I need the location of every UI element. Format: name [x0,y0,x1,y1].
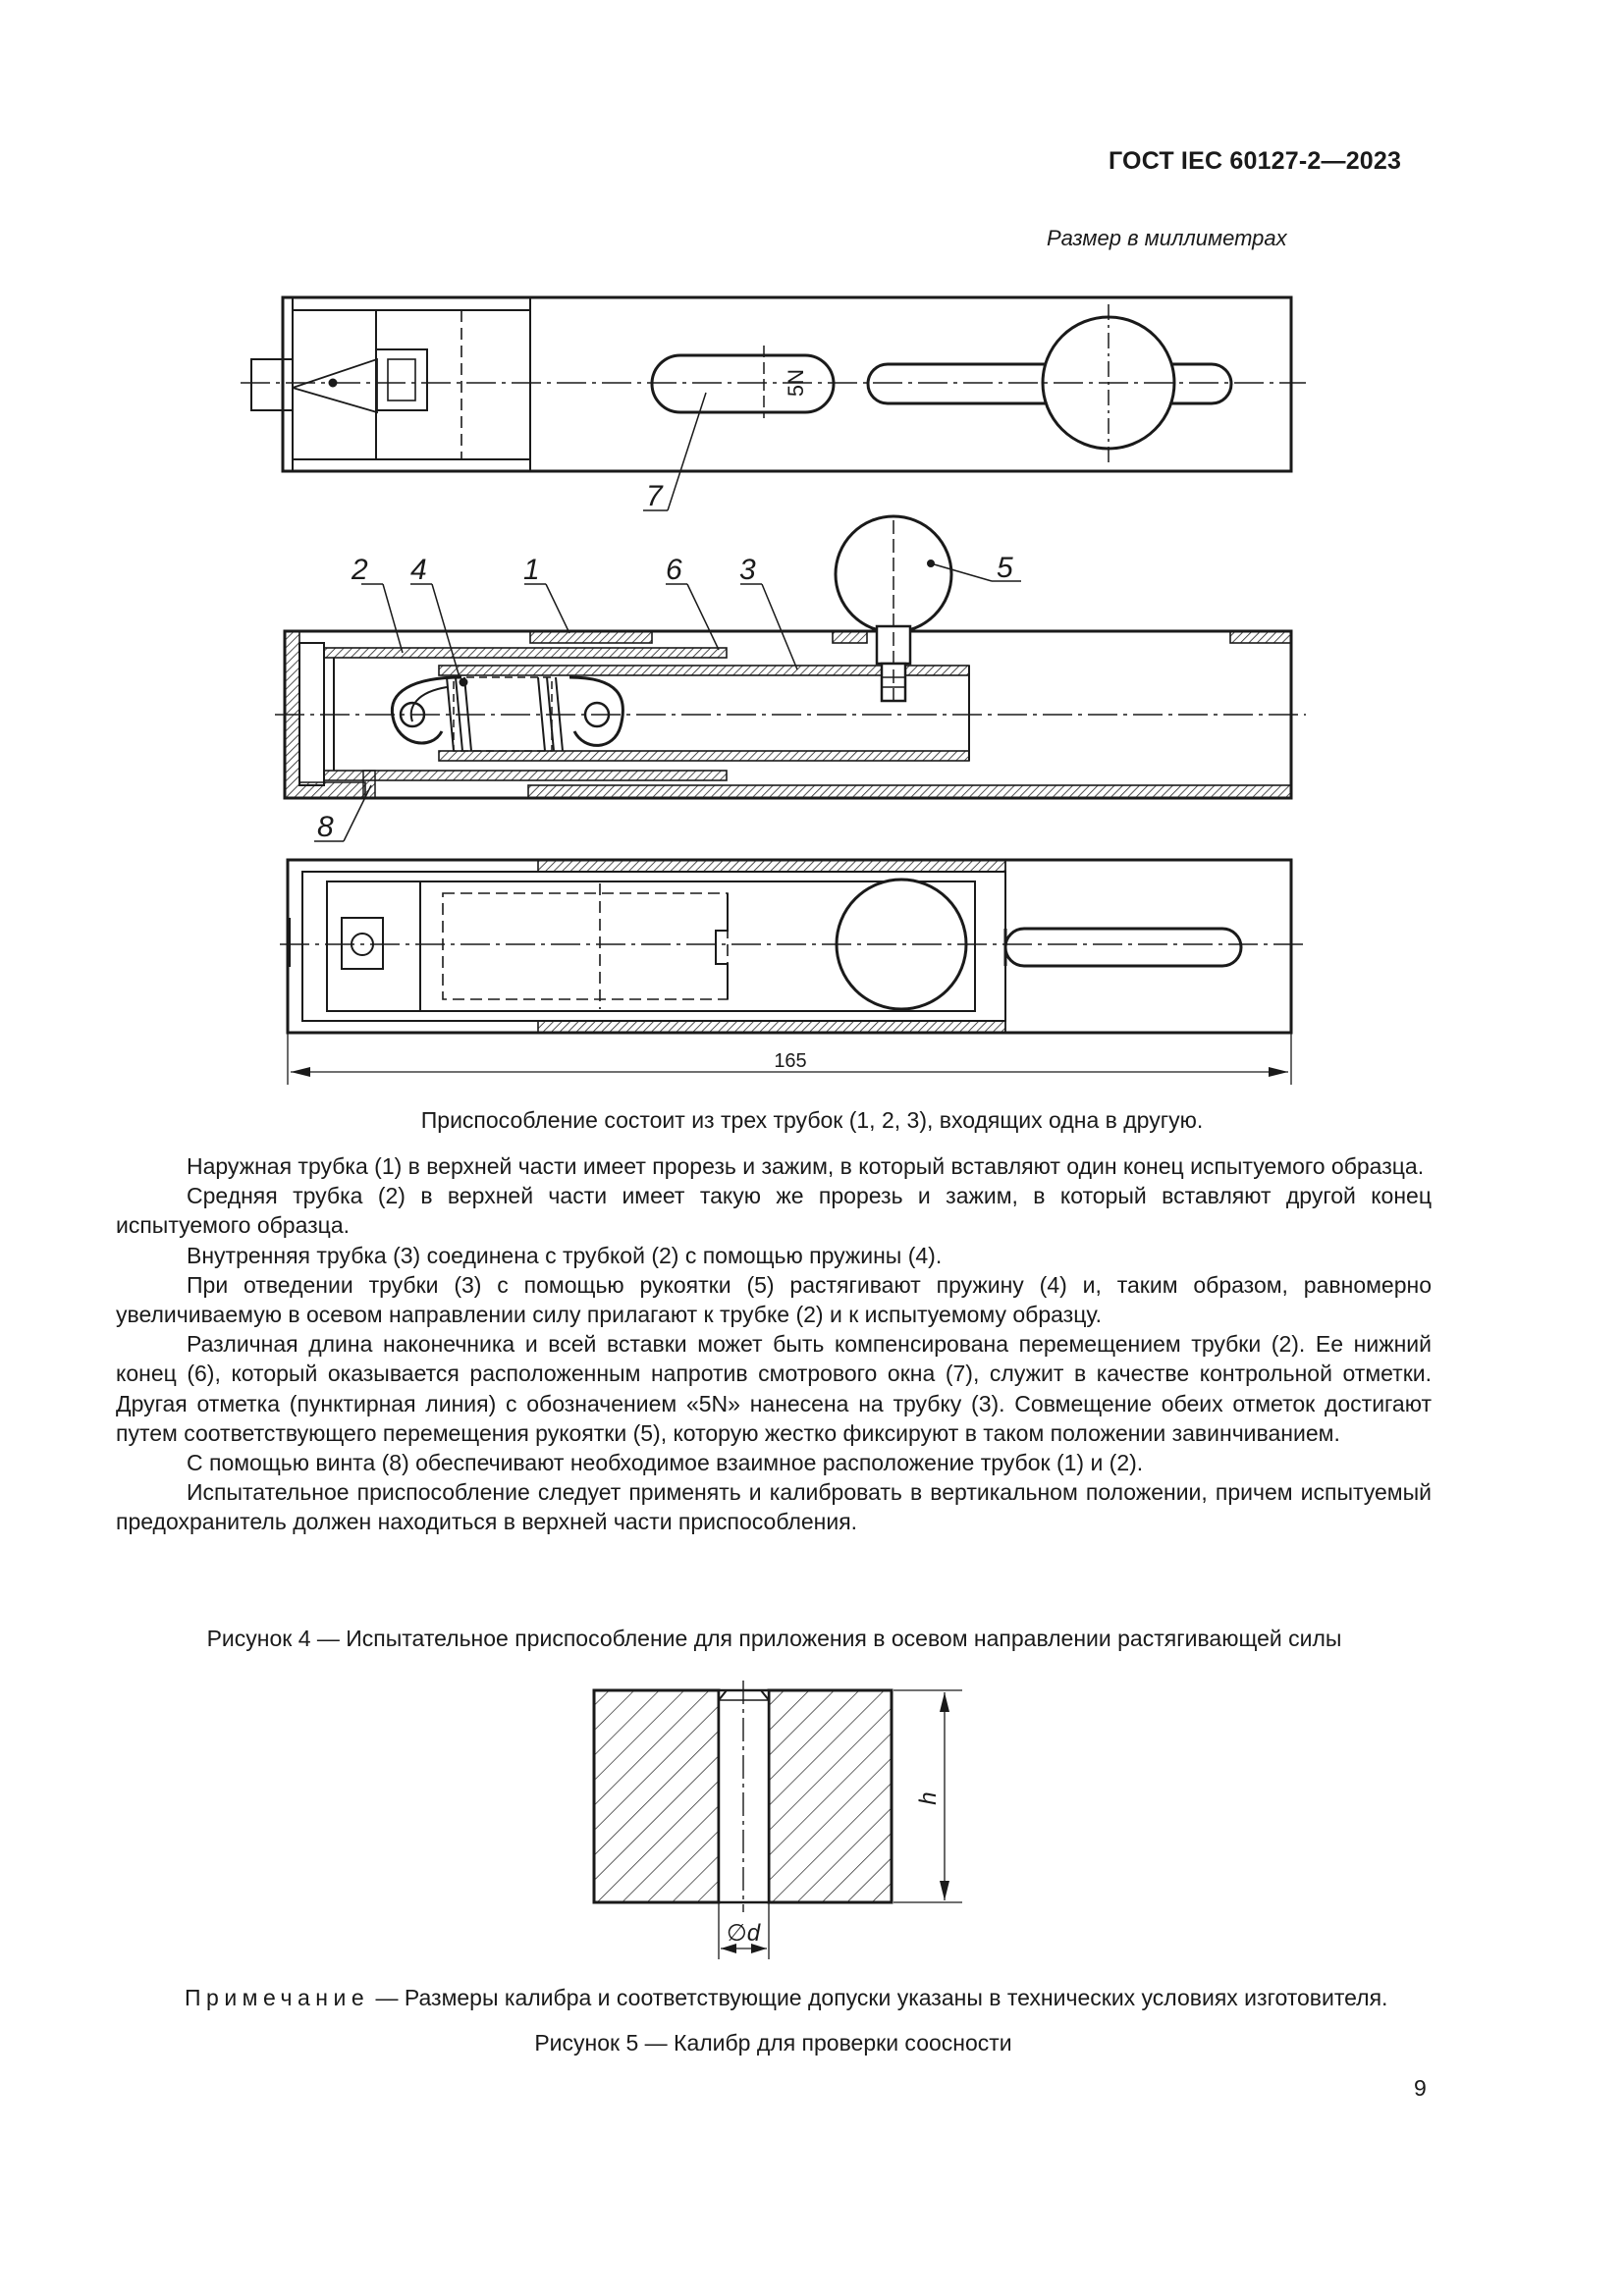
callout-6: 6 [666,554,682,586]
bottom-view [280,860,1306,1033]
callout-5: 5 [997,552,1013,584]
paragraph: Средняя трубка (2) в верхней части имеет такую же прорезь и зажим, в который вставляют другой конец испытуемого образца. [116,1183,1432,1239]
callout-2: 2 [352,554,368,586]
figure-5-drawing [550,1669,1001,1973]
figure-5-note [185,1985,1432,2011]
diameter-label-d: ∅d [726,1920,761,1947]
paragraph: Внутренняя трубка (3) соединена с трубкой (2) с помощью пружины (4). [187,1242,943,1268]
paragraph: С помощью винта (8) обеспечивают необходимое взаимное расположение трубок (1) и (2). [187,1450,1144,1476]
figure-4-title: Рисунок 4 — Испытательное приспособление для приложения в осевом направлении растягивающей силы [206,1626,1342,1651]
body-text [116,1151,1432,1537]
callout-1: 1 [523,554,540,586]
note-text: — Размеры калибра и соответствующие допуски указаны в технических условиях изготовителя. [369,1985,1388,2010]
paragraph: Наружная трубка (1) в верхней части имеет прорезь и зажим, в который вставляют один конец испытуемого образца. [187,1153,1425,1179]
callout-8: 8 [317,811,334,843]
document-code: ГОСТ IEC 60127-2—2023 [1109,147,1402,175]
callout-7: 7 [646,480,663,512]
paragraph: При отведении трубки (3) с помощью рукоятки (5) растягивают пружину (4) и, таким образом, равномерно увеличиваемую в осевом направлении силу прилагают к трубке (2) и к испытуемому образцу. [116,1271,1432,1328]
units-note: Размер в миллиметрах [1047,226,1287,250]
figure-4-drawing [0,285,1624,1099]
mark-5n-label: 5N [784,368,808,398]
height-label-h: h [915,1791,942,1805]
figure-5-title: Рисунок 5 — Калибр для проверки соосности [534,2030,1012,2056]
page-number: 9 [1414,2075,1427,2101]
paragraph: Испытательное приспособление следует применять и калибровать в вертикальном положении, причем испытуемый предохранитель должен находиться в верхней части приспособления. [116,1479,1432,1535]
top-view [241,297,1306,471]
paragraph: Различная длина наконечника и всей вставки может быть компенсирована перемещением трубки (2). Ее нижний конец (6), который оказывается расположенным напротив смотрового окна (7), служит в качестве контрольной отметки. Другая отметка (пунктирная линия) с обозначением «5N» нанесена на трубку (3). Совмещение обеих отметок достигают путем соответствующего перемещения рукоятки (5), которую жестко фиксируют в таком положении завинчиванием. [116,1331,1432,1446]
dimension-165: 165 [774,1050,807,1072]
callout-3: 3 [739,554,756,586]
callout-4: 4 [410,554,427,586]
figure-4-caption: Приспособление состоит из трех трубок (1, 2, 3), входящих одна в другую. [420,1107,1204,1133]
section-view [275,516,1306,798]
note-lead: Примечание [185,1985,370,2010]
